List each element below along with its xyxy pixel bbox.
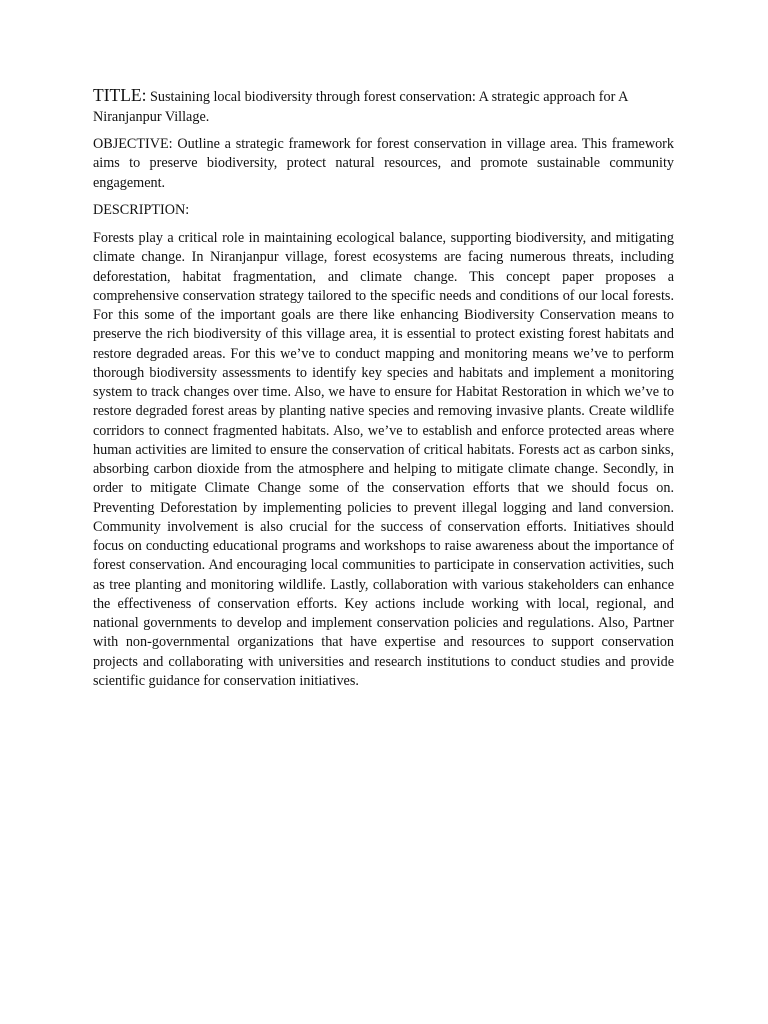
description-heading: DESCRIPTION: bbox=[93, 201, 190, 218]
objective-label: OBJECTIVE: bbox=[93, 136, 173, 152]
document-page bbox=[93, 86, 674, 691]
objective-paragraph bbox=[93, 135, 674, 193]
description-paragraph: Forests play a critical role in maintaining ecological balance, supporting biodiversity, and mitigating climate change. In Niranjanpur village, forest ecosystems are facing numerous threats, including deforestation, habitat fragmentation, and climate change. This concept paper proposes a comprehensive conservation strategy tailored to the specific needs and conditions of our local forests. For this some of the important goals are there like enhancing Biodiversity Conservation means to preserve the rich biodiversity of this village area, it is essential to protect existing forest habitats and restore degraded areas. For this we’ve to conduct mapping and monitoring means we’ve to perform thorough biodiversity assessments to identify key species and habitats and implement a monitoring system to track changes over time. Also, we have to ensure for Habitat Restoration in which we’ve to restore degraded forest areas by planting native species and removing invasive plants. Create wildlife corridors to connect fragmented habitats. Also, we’ve to establish and enforce protected areas where human activities are limited to ensure the conservation of critical habitats. Forests act as carbon sinks, absorbing carbon dioxide from the atmosphere and helping to mitigate climate change. Secondly, in order to mitigate Climate Change some of the conservation efforts that we should focus on. Preventing Deforestation by implementing policies to prevent illegal logging and land conversion. Community involvement is also crucial for the success of conservation efforts. Initiatives should focus on conducting educational programs and workshops to raise awareness about the importance of forest conservation. And encouraging local communities to participate in conservation activities, such as tree planting and monitoring wildlife. Lastly, collaboration with various stakeholders can enhance the effectiveness of conservation efforts. Key actions include working with local, regional, and national governments to develop and implement conservation policies and regulations. Also, Partner with non-governmental organizations that have expertise and resources to support conservation projects and collaborating with universities and research institutions to conduct studies and provide scientific guidance for conservation initiatives. bbox=[93, 230, 674, 689]
title-text: Sustaining local biodiversity through forest conservation: A strategic approach for A Niranjanpur Village. bbox=[93, 89, 628, 125]
document-title bbox=[93, 86, 674, 127]
title-label: TITLE: bbox=[93, 85, 147, 105]
objective-text: Outline a strategic framework for forest conservation in village area. This framework aims to preserve biodiversity, protect natural resources, and promote sustainable community engagement. bbox=[93, 136, 674, 191]
